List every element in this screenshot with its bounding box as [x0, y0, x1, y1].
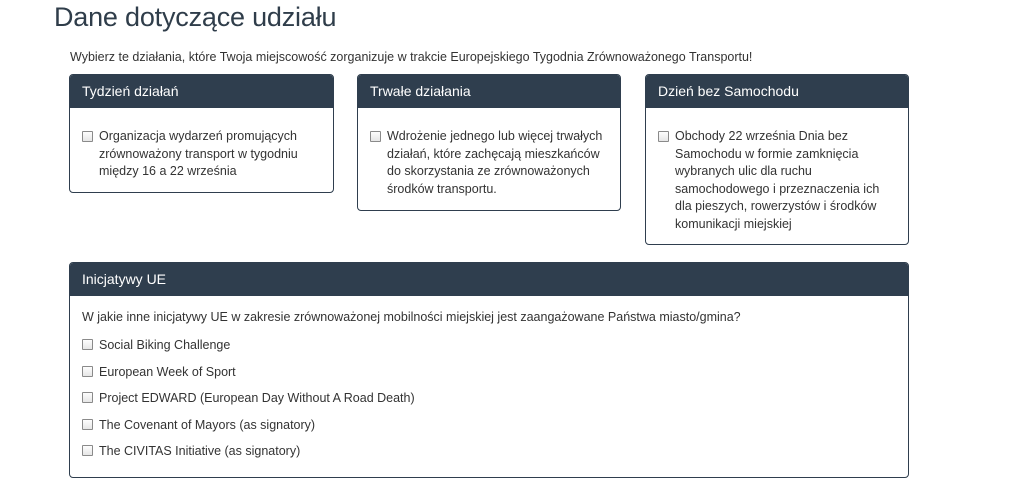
eu-initiatives-panel [69, 262, 909, 478]
social-biking-checkbox[interactable] [82, 339, 93, 350]
eu-initiatives-question: W jakie inne inicjatywy UE w zakresie zrównoważonej mobilności miejskiej jest zaangażowane Państwa miasto/gmina? [82, 310, 741, 324]
page-title: Dane dotyczące udziału [54, 2, 337, 32]
car-free-day-label: Obchody 22 września Dnia bez Samochodu w formie zamknięcia wybranych ulic dla ruchu samochodowego i przeznaczenia ich dla pieszych, rowerzystów i środków komunikacji miejskiej [675, 129, 880, 231]
card-permanent-measures [357, 74, 621, 211]
week-of-sport-checkbox[interactable] [82, 366, 93, 377]
card-car-free-day-header: Dzień bez Samochodu [646, 75, 908, 108]
eu-initiatives-header: Inicjatywy UE [70, 263, 908, 296]
eu-option-civitas[interactable] [82, 442, 894, 460]
car-free-day-option[interactable] [658, 128, 894, 233]
eu-option-label: European Week of Sport [99, 364, 236, 379]
card-permanent-measures-header: Trwałe działania [358, 75, 620, 108]
car-free-day-checkbox[interactable] [658, 131, 669, 142]
eu-option-label: Social Biking Challenge [99, 338, 231, 352]
civitas-checkbox[interactable] [82, 445, 93, 456]
permanent-measures-checkbox[interactable] [370, 131, 381, 142]
project-edward-checkbox[interactable] [82, 392, 93, 403]
eu-option-week-of-sport[interactable] [82, 363, 894, 381]
eu-option-label: Project EDWARD (European Day Without A Road Death) [99, 391, 415, 405]
week-of-action-checkbox[interactable] [82, 131, 93, 142]
eu-option-social-biking[interactable] [82, 336, 894, 354]
eu-initiatives-list [82, 336, 894, 460]
eu-option-project-edward[interactable] [82, 389, 894, 407]
week-of-action-option[interactable] [82, 128, 319, 181]
card-week-of-action-header: Tydzień działań [70, 75, 333, 108]
card-car-free-day [645, 74, 909, 245]
permanent-measures-option[interactable] [370, 128, 606, 198]
intro-text: Wybierz te działania, które Twoja miejscowość zorganizuje w trakcie Europejskiego Tygodnia Zrównoważonego Transportu! [70, 50, 753, 64]
card-week-of-action [69, 74, 334, 193]
permanent-measures-label: Wdrożenie jednego lub więcej trwałych działań, które zachęcają mieszkańców do skorzystania ze zrównoważonych środków transportu. [387, 129, 603, 196]
week-of-action-label: Organizacja wydarzeń promujących zrównoważony transport w tygodniu między 16 a 22 września [99, 129, 298, 178]
eu-option-label: The CIVITAS Initiative (as signatory) [99, 444, 301, 458]
covenant-of-mayors-checkbox[interactable] [82, 419, 93, 430]
eu-option-label: The Covenant of Mayors (as signatory) [99, 417, 316, 432]
eu-option-covenant-of-mayors[interactable] [82, 416, 894, 434]
